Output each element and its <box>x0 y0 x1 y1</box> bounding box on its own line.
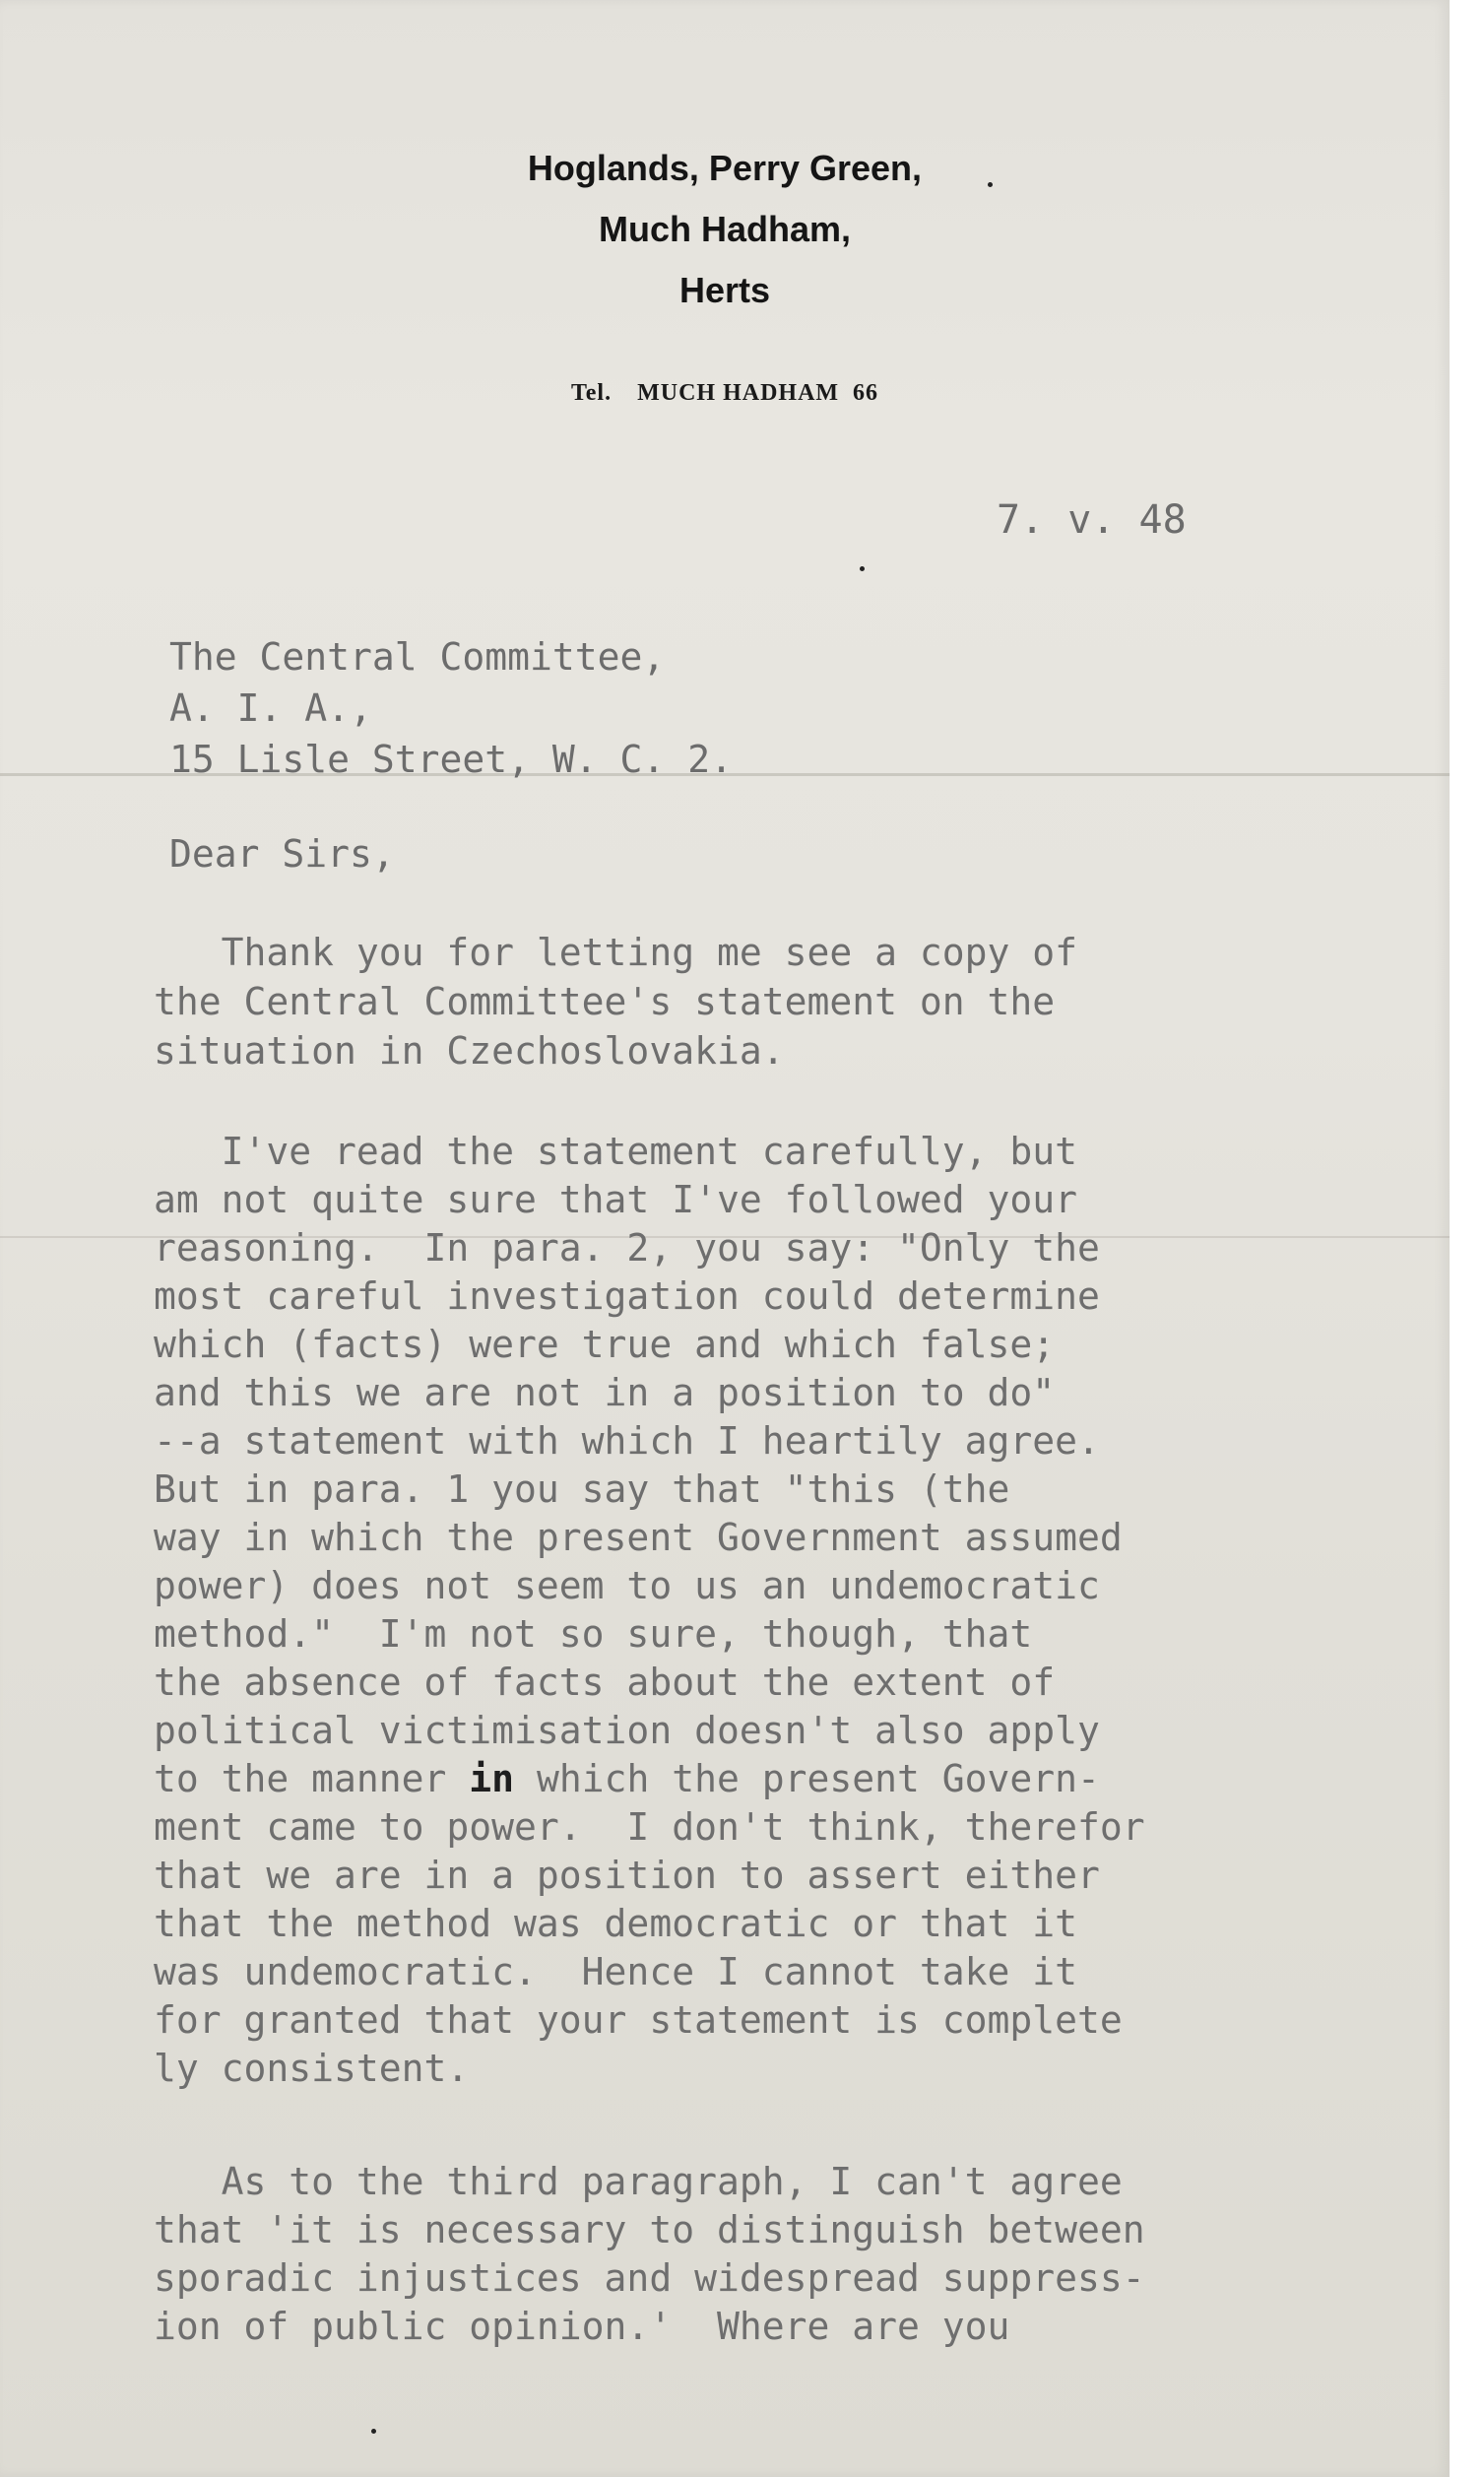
body-line: am not quite sure that I've followed your <box>154 1178 1077 1221</box>
body-line: that the method was democratic or that it <box>154 1902 1077 1945</box>
body-line: I've read the statement carefully, but <box>154 1130 1077 1173</box>
letterhead-line: Hoglands, Perry Green, <box>527 148 923 188</box>
body-line: ment came to power. I don't think, therefor <box>154 1805 1145 1849</box>
body-line: --a statement with which I heartily agree. <box>154 1419 1100 1463</box>
body-line: for granted that your statement is complete <box>154 1998 1123 2042</box>
salutation: Dear Sirs, <box>169 832 395 876</box>
recipient-address-line: The Central Committee, <box>169 635 666 679</box>
recipient-address-line: 15 Lisle Street, W. C. 2. <box>169 738 733 781</box>
telephone-line <box>0 380 1450 407</box>
page-margin <box>1450 0 1484 2477</box>
body-line: was undemocratic. Hence I cannot take it <box>154 1950 1077 1993</box>
body-line: which (facts) were true and which false; <box>154 1323 1056 1366</box>
tel-exchange: MUCH HADHAM <box>637 380 840 406</box>
body-line: situation in Czechoslovakia. <box>154 1029 785 1073</box>
body-line: political victimisation doesn't also apply <box>154 1709 1100 1752</box>
body-line: sporadic injustices and widespread suppress- <box>154 2256 1145 2300</box>
body-line: Thank you for letting me see a copy of <box>154 931 1077 974</box>
ink-speck <box>371 2429 376 2434</box>
body-line: that we are in a position to assert either <box>154 1854 1100 1897</box>
letterhead-line: Much Hadham, <box>598 209 852 249</box>
body-text: to the manner <box>154 1757 470 1800</box>
body-line <box>154 1757 1100 1800</box>
body-line: But in para. 1 you say that "this (the <box>154 1467 1010 1511</box>
body-text: which the present Govern- <box>514 1757 1100 1800</box>
body-line: ion of public opinion.' Where are you <box>154 2305 1010 2348</box>
tel-number: 66 <box>853 380 879 406</box>
body-line: As to the third paragraph, I can't agree <box>154 2160 1123 2203</box>
ink-speck <box>860 566 865 571</box>
body-line: power) does not seem to us an undemocratic <box>154 1564 1100 1607</box>
tel-label: Tel. <box>570 380 613 406</box>
body-line: the absence of facts about the extent of <box>154 1661 1056 1704</box>
handwritten-correction: in <box>469 1757 515 1800</box>
body-line: way in which the present Government assumed <box>154 1516 1123 1559</box>
body-line: that 'it is necessary to distinguish between <box>154 2208 1145 2251</box>
ink-speck <box>988 182 993 187</box>
body-line: reasoning. In para. 2, you say: "Only the <box>154 1226 1100 1270</box>
letterhead-line: Herts <box>678 270 771 310</box>
letter-date: 7. v. 48 <box>997 497 1187 543</box>
body-line: most careful investigation could determine <box>154 1274 1100 1318</box>
body-line: ly consistent. <box>154 2047 470 2090</box>
recipient-address-line: A. I. A., <box>169 686 372 730</box>
body-line: the Central Committee's statement on the <box>154 980 1056 1023</box>
body-line: and this we are not in a position to do" <box>154 1371 1056 1414</box>
body-line: method." I'm not so sure, though, that <box>154 1612 1033 1656</box>
